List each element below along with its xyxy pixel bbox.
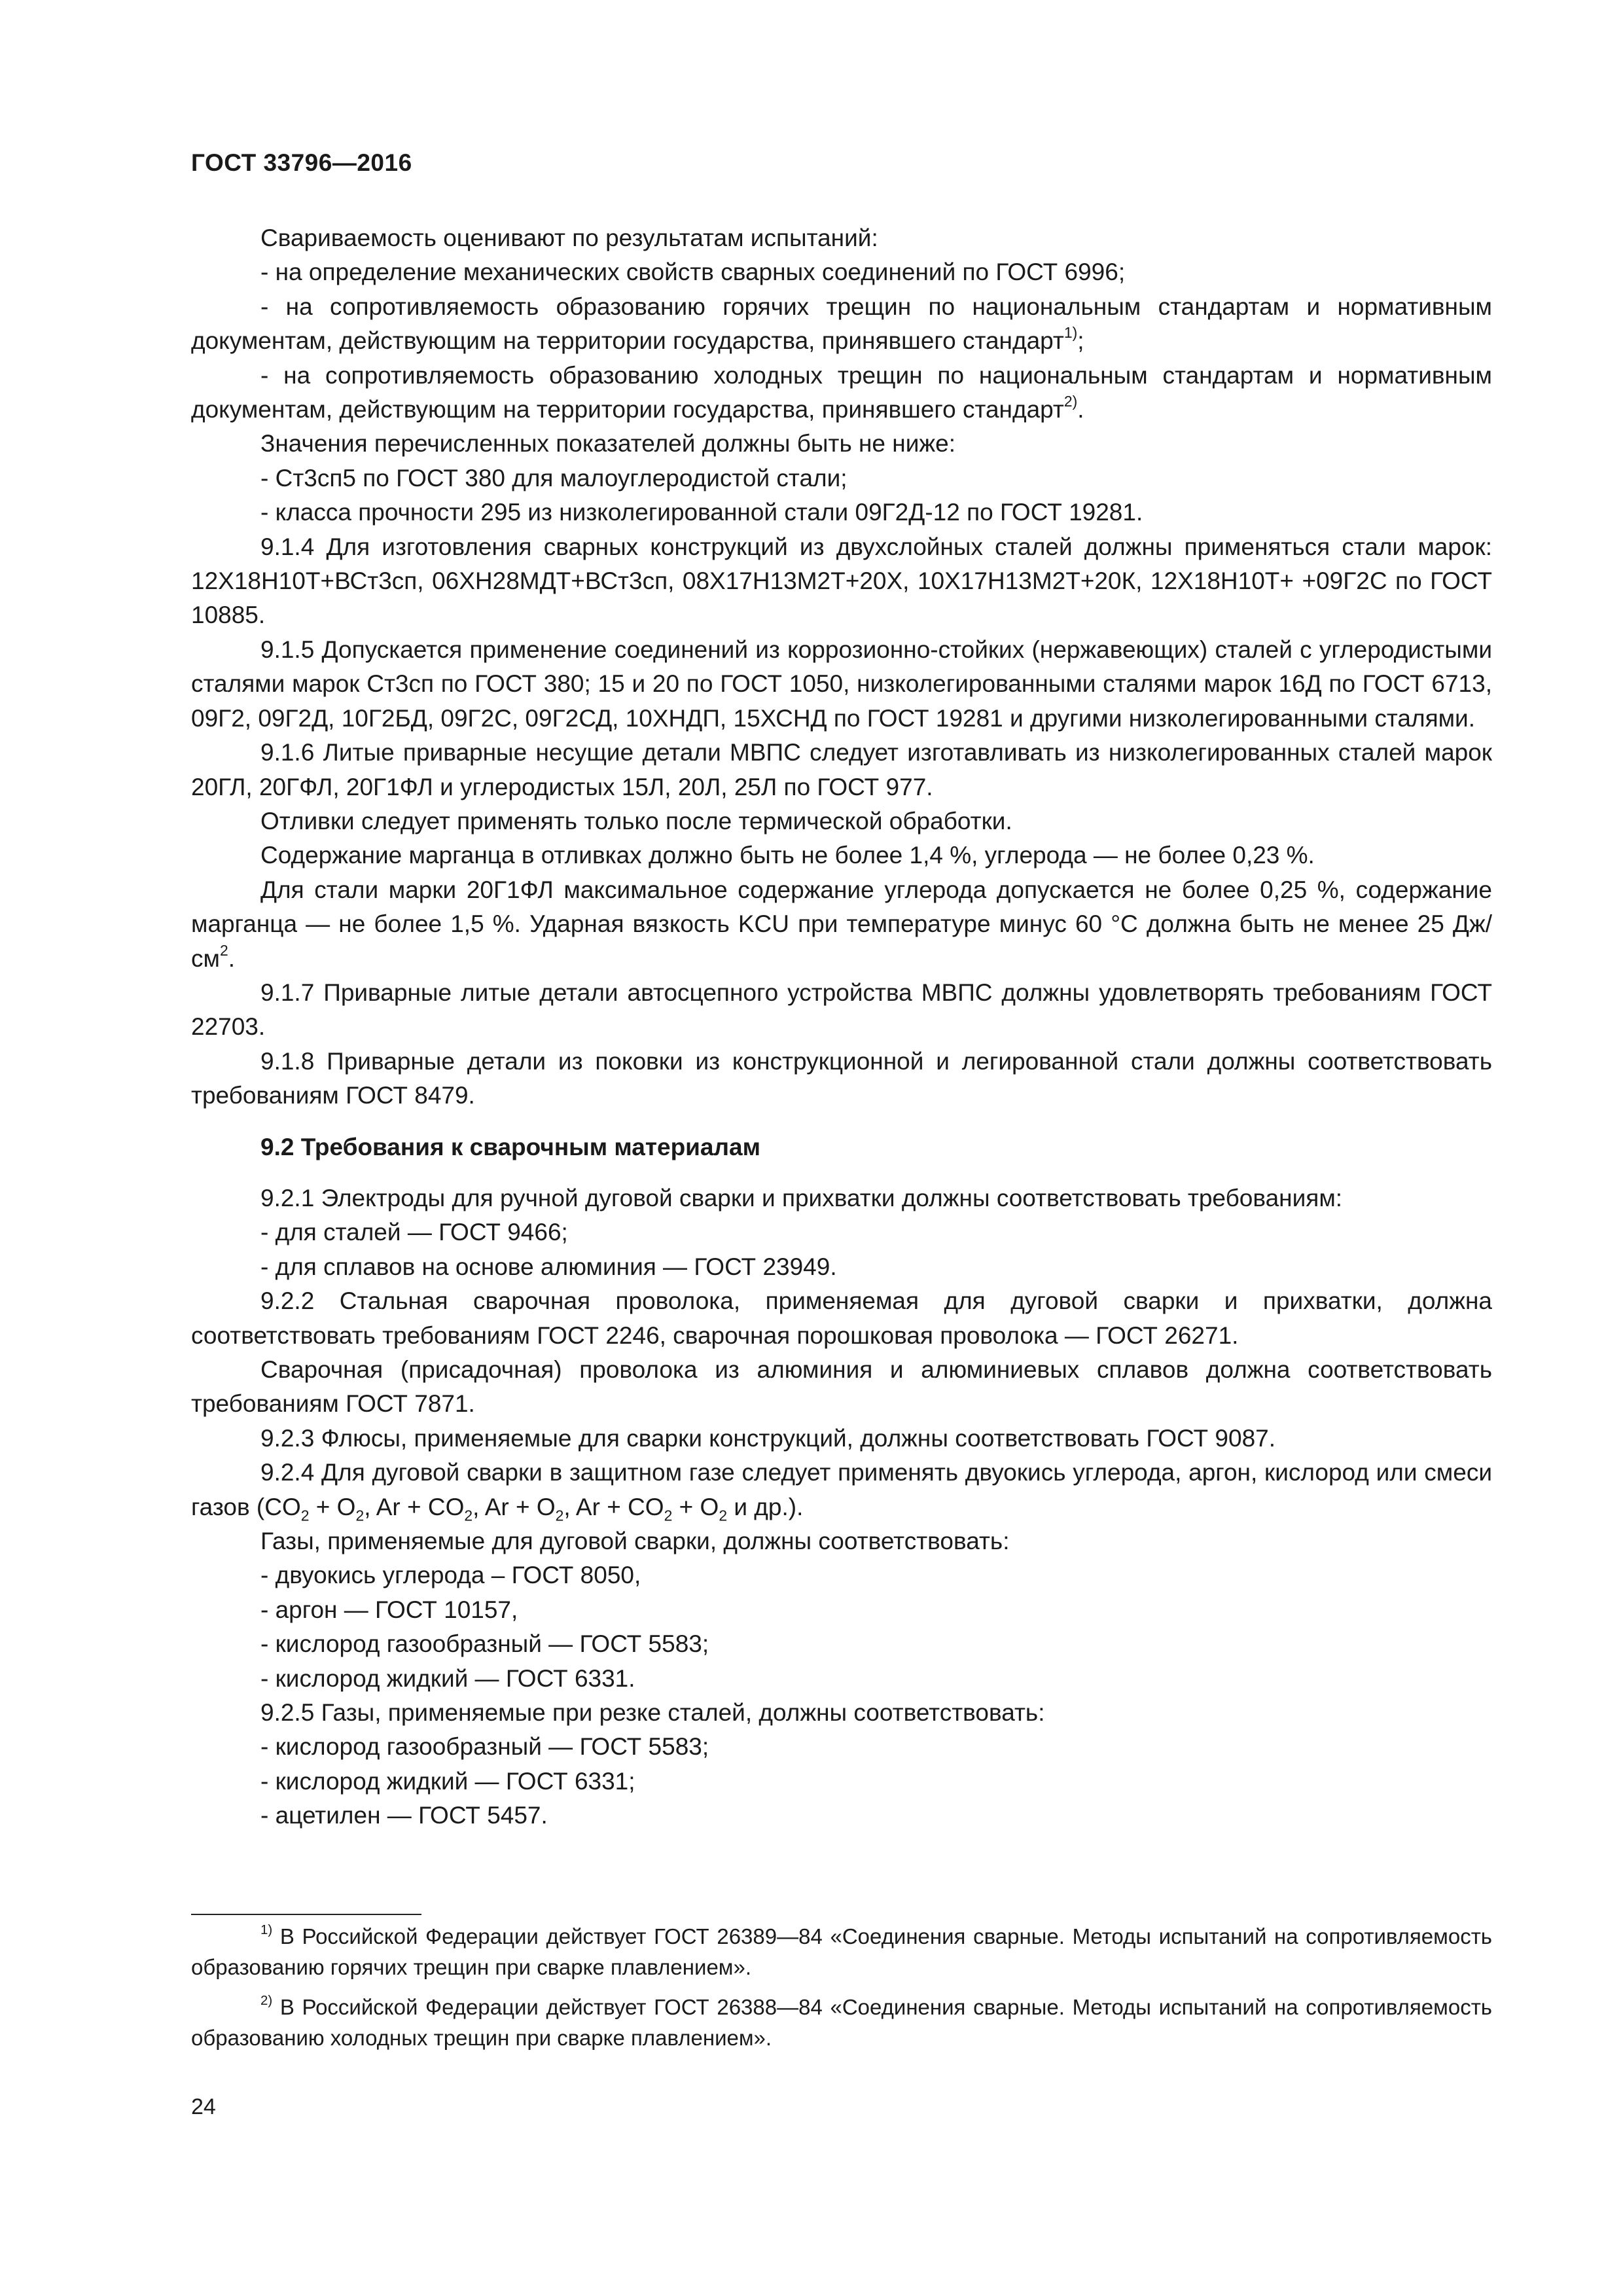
paragraph: Газы, применяемые для дуговой сварки, должны соответствовать: (260, 1528, 1010, 1555)
list-item: - кислород газообразный — ГОСТ 5583; (260, 1630, 709, 1658)
list-item: - ацетилен — ГОСТ 5457. (260, 1802, 548, 1829)
paragraph: Содержание марганца в отливках должно быть не более 1,4 %, углерода — не более 0,23 %. (260, 842, 1315, 869)
list-item: - для сталей — ГОСТ 9466; (260, 1219, 568, 1246)
list-item: - кислород жидкий — ГОСТ 6331; (260, 1767, 635, 1795)
list-item: - Ст3сп5 по ГОСТ 380 для малоуглеродистой стали; (260, 464, 847, 492)
paragraph: Для стали марки 20Г1ФЛ максимальное содержание углерода допускается не более 0,25 %, содержание марганца — не более 1,5 %. Ударная вязкость KCU при температуре минус 60 °С должна быть не менее 25 $Дж/см^2$. (191, 876, 1492, 972)
list-item: - аргон — ГОСТ 10157, (260, 1596, 518, 1623)
clause-9-1-8: 9.1.8 Приварные детали из поковки из конструкционной и легированной стали должны соответствовать требованиям ГОСТ 8479. (191, 1047, 1492, 1109)
clause-9-2-4: 9.2.4 Для дуговой сварки в защитном газе следует применять двуокись углерода, аргон, кислород или смеси газов ($CO_2 + O_2$, $Ar + CO_2$, $Ar + O_2$, $Ar + CO_2 + O_2$ и др.). (191, 1459, 1492, 1524)
section-heading: 9.2 Требования к сварочным материалам (260, 1133, 760, 1160)
footnotes (191, 1921, 1492, 2062)
footnote-ref[interactable]: 1) (1063, 324, 1078, 342)
list-item: - двуокись углерода – ГОСТ 8050, (260, 1562, 641, 1589)
footnote-mark: 1) (260, 1922, 273, 1937)
clause-9-1-6: 9.1.6 Литые приварные несущие детали МВПС следует изготавливать из низколегированных сталей марок 20ГЛ, 20ГФЛ, 20Г1ФЛ и углеродистых 15Л, 20Л, 25Л по ГОСТ 977. (191, 739, 1492, 800)
superscript: 2 (219, 941, 228, 959)
paragraph: Значения перечисленных показателей должны быть не ниже: (260, 430, 955, 457)
list-item: - класса прочности 295 из низколегированной стали 09Г2Д-12 по ГОСТ 19281. (260, 499, 1143, 526)
clause-9-2-2: 9.2.2 Стальная сварочная проволока, применяемая для дуговой сварки и прихватки, должна соответствовать требованиям ГОСТ 2246, сварочная порошковая проволока — ГОСТ 26271. (191, 1287, 1492, 1349)
list-item: - кислород газообразный — ГОСТ 5583; (260, 1733, 709, 1761)
body-text (191, 221, 1492, 1833)
document-header: ГОСТ 33796—2016 (191, 149, 412, 176)
footnote-ref[interactable]: 2) (1063, 393, 1078, 410)
page-number: 24 (191, 2094, 216, 2119)
clause-9-1-4: 9.1.4 Для изготовления сварных конструкций из двухслойных сталей должны применяться стали марок: 12Х18Н10Т+ВСт3сп, 06ХН28МДТ+ВСт3сп, 08Х17Н13М2Т+20Х, 10Х17Н13М2Т+20К, 12Х18Н10Т+ +09Г2С по ГОСТ 10885. (191, 533, 1492, 629)
footnote: $^{2)}$ В Российской Федерации действует ГОСТ 26388—84 «Соединения сварные. Методы испытаний на сопротивляемость образованию холодных трещин при сварке плавлением». (191, 1992, 1492, 2050)
clause-9-2-3: 9.2.3 Флюсы, применяемые для сварки конструкций, должны соответствовать ГОСТ 9087. (260, 1424, 1276, 1452)
clause-9-1-7: 9.1.7 Приварные литые детали автосцепного устройства МВПС должны удовлетворять требованиям ГОСТ 22703. (191, 978, 1492, 1041)
list-item: - на сопротивляемость образованию горячих трещин по национальным стандартам и нормативным документам, действующим на территории государства, принявшего стандарт$^{1)}$; (191, 293, 1492, 355)
paragraph: Свариваемость оценивают по результатам испытаний: (260, 224, 878, 251)
clause-9-2-5: 9.2.5 Газы, применяемые при резке сталей, должны соответствовать: (260, 1699, 1045, 1727)
paragraph: Отливки следует применять только после термической обработки. (260, 807, 1012, 834)
list-item: - кислород жидкий — ГОСТ 6331. (260, 1664, 635, 1692)
paragraph: Сварочная (присадочная) проволока из алюминия и алюминиевых сплавов должна соответствовать требованиям ГОСТ 7871. (191, 1356, 1492, 1418)
list-item: - для сплавов на основе алюминия — ГОСТ 23949. (260, 1253, 837, 1280)
list-item: - на определение механических свойств сварных соединений по ГОСТ 6996; (260, 259, 1126, 286)
footnote-mark: 2) (260, 1992, 273, 2008)
footnote: $^{1)}$ В Российской Федерации действует ГОСТ 26389—84 «Соединения сварные. Методы испытаний на сопротивляемость образованию горячих трещин при сварке плавлением». (191, 1922, 1492, 1979)
clause-9-1-5: 9.1.5 Допускается применение соединений из коррозионно-стойких (нержавеющих) сталей с углеродистыми сталями марок Ст3сп по ГОСТ 380; 15 и 20 по ГОСТ 1050, низколегированными сталями марок 16Д по ГОСТ 6713, 09Г2, 09Г2Д, 10Г2БД, 09Г2С, 09Г2СД, 10ХНДП, 15ХСНД по ГОСТ 19281 и другими низколегированными сталями. (191, 636, 1492, 732)
footnote-divider (191, 1914, 421, 1915)
clause-9-2-1: 9.2.1 Электроды для ручной дуговой сварки и прихватки должны соответствовать требованиям: (260, 1184, 1343, 1211)
list-item: - на сопротивляемость образованию холодных трещин по национальным стандартам и нормативным документам, действующим на территории государства, принявшего стандарт$^{2)}$. (191, 361, 1492, 423)
